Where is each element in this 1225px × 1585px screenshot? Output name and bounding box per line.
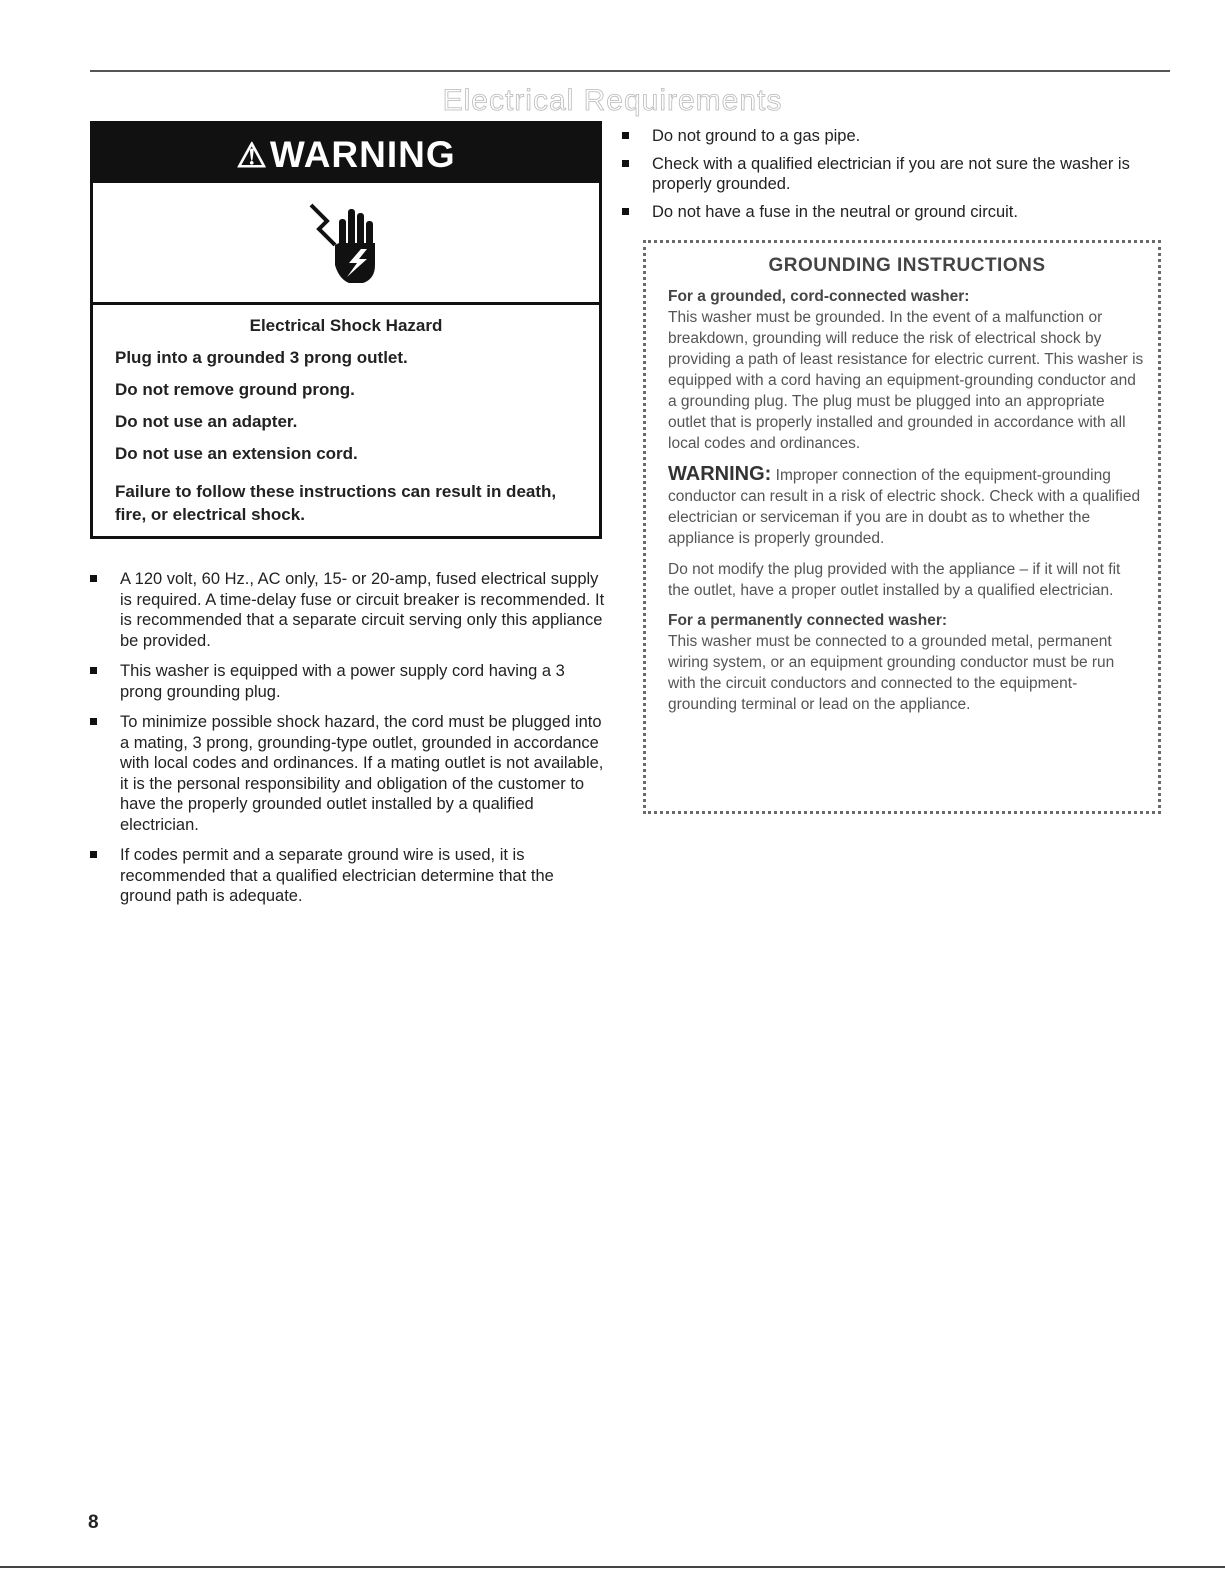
list-item-text: If codes permit and a separate ground wire is used, it is recommended that a qualified electrician determine that the ground path is adequate. [120,846,554,905]
list-item [90,712,605,835]
warning-lines [93,348,599,476]
bullet-square-icon [90,667,97,674]
page-number: 8 [88,1512,99,1533]
permanent-section [668,611,1146,715]
warning-failure-text: Failure to follow these instructions can result in death, fire, or electrical shock. [115,482,557,524]
warning-icon-area [93,183,599,305]
warning-line: Do not remove ground prong. [115,380,355,399]
bottom-rule [0,1566,1225,1568]
grounding-instructions-box [643,240,1161,814]
grounding-warning-section [668,464,1146,549]
list-item-text: To minimize possible shock hazard, the cord must be plugged into a mating, 3 prong, grounding-type outlet, grounded in accordance with local codes and ordinances. If a mating outlet is not available, it is the personal responsibility and obligation of the customer to have the properly grounded outlet installed by a qualified electrician. [120,713,604,834]
list-item [90,845,605,907]
grounding-warning-label: WARNING: [668,463,772,485]
permanent-text: This washer must be connected to a grounded metal, permanent wiring system, or an equipment grounding conductor must be run with the circuit conductors and connected to the equipment-grounding terminal or lead on the appliance. [668,633,1115,713]
warning-triangle-icon: ⚠ [236,137,268,175]
warning-header [93,124,599,183]
left-bullet-list [90,569,605,917]
warning-line: Do not use an extension cord. [115,444,358,463]
permanent-heading: For a permanently connected washer: [668,612,948,629]
electrical-shock-hand-icon [305,199,395,289]
list-item [90,661,605,702]
bullet-square-icon [90,851,97,858]
warning-header-label: WARNING [269,134,456,175]
list-item-text: This washer is equipped with a power supply cord having a 3 prong grounding plug. [120,662,565,701]
warning-box [90,121,602,539]
list-item [622,154,1167,195]
list-item-text: A 120 volt, 60 Hz., AC only, 15- or 20-amp, fused electrical supply is required. A time-delay fuse or circuit breaker is recommended. It is recommended that a separate circuit serving only this appliance be provided. [120,570,605,650]
grounding-title: GROUNDING INSTRUCTIONS [768,255,1046,276]
bullet-square-icon [622,132,629,139]
grounding-warning [668,464,1146,549]
list-item-text: Do not ground to a gas pipe. [652,127,861,145]
bullet-square-icon [90,575,97,582]
warning-line: Do not use an adapter. [115,412,298,431]
bullet-square-icon [90,718,97,725]
list-item [90,569,605,651]
hazard-title: Electrical Shock Hazard [249,316,443,335]
modify-section [668,559,1146,601]
list-item [622,202,1167,223]
corded-heading: For a grounded, cord-connected washer: [668,288,970,305]
list-item-text: Do not have a fuse in the neutral or ground circuit. [652,202,1018,221]
page-title: Electrical Requirements [442,84,783,117]
corded-text: This washer must be grounded. In the event of a malfunction or breakdown, grounding will reduce the risk of electrical shock by providing a path of least resistance for electric current. This washer is equipped with a cord having an equipment-grounding conductor and a grounding plug. The plug must be plugged into an appropriate outlet that is properly installed and grounded in accordance with all local codes and ordinances. [668,309,1144,452]
top-rule [90,70,1170,72]
right-bullet-list [622,126,1167,229]
corded-section [668,287,1146,454]
bullet-square-icon [622,208,629,215]
modify-text: Do not modify the plug provided with the appliance – if it will not fit the outlet, have a proper outlet installed by a qualified electrician. [668,561,1121,599]
warning-body [93,310,599,526]
bullet-square-icon [622,160,629,167]
warning-line: Plug into a grounded 3 prong outlet. [115,348,408,367]
grounding-warning-text: Improper connection of the equipment-grounding conductor can result in a risk of electric shock. Check with a qualified electrician or serviceman if you are in doubt as to whether the appliance is properly grounded. [668,467,1141,547]
list-item [622,126,1167,147]
list-item-text: Check with a qualified electrician if you are not sure the washer is properly grounded. [652,154,1130,193]
